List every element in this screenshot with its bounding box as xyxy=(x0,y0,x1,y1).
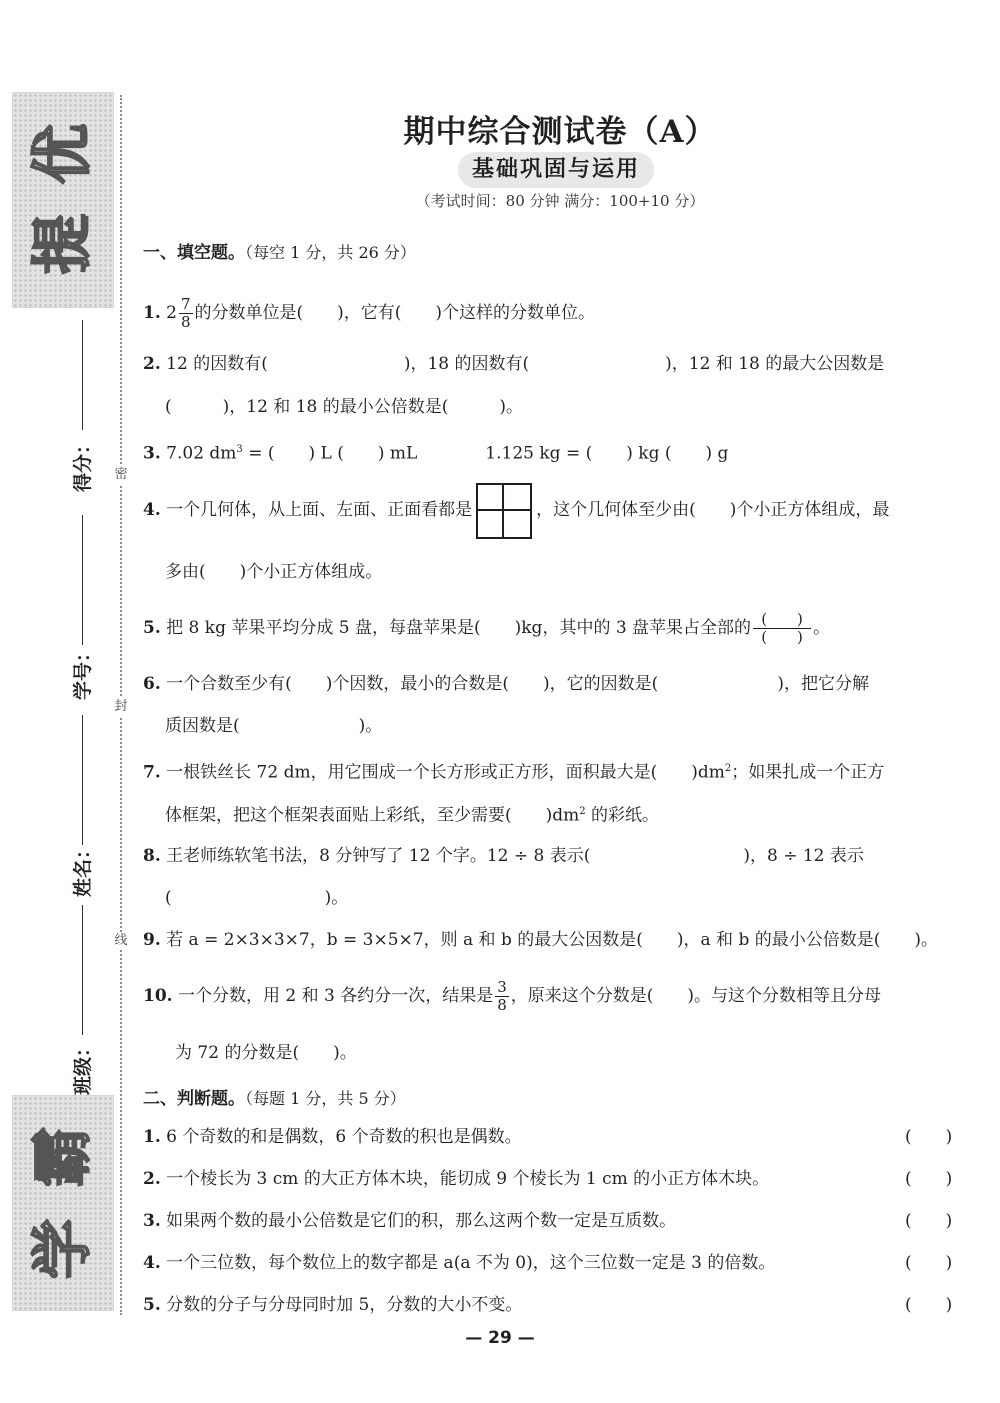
student-id-label: 学号： xyxy=(72,642,94,700)
section-note: （每题 1 分，共 5 分） xyxy=(245,1089,406,1108)
judge-item-3 xyxy=(143,1209,676,1233)
exam-meta: （考试时间：80 分钟 满分：100+10 分） xyxy=(415,192,705,210)
question-6 xyxy=(143,672,970,696)
badge-char: 学 xyxy=(28,1219,98,1279)
question-10 xyxy=(143,974,970,1018)
question-number: 6. xyxy=(143,674,161,694)
judge-text: 6 个奇数的和是偶数，6 个奇数的积也是偶数。 xyxy=(166,1127,522,1147)
badge-top xyxy=(12,92,114,308)
question-8 xyxy=(143,844,970,868)
question-text: 把 8 kg 苹果平均分成 5 盘，每盘苹果是( )kg，其中的 3 盘苹果占全部的 xyxy=(166,618,752,638)
student-id-line xyxy=(82,515,83,645)
badge-bottom xyxy=(12,1095,114,1311)
answer-blank[interactable]: ( ) xyxy=(905,1211,953,1231)
judge-text: 分数的分子与分母同时加 5，分数的大小不变。 xyxy=(166,1295,523,1315)
name-label: 姓名： xyxy=(72,839,94,897)
question-text: 一个合数至少有( )个因数，最小的合数是( )，它的因数是( )，把它分解 xyxy=(166,674,869,694)
class-label: 班级： xyxy=(72,1037,94,1095)
denominator: 8 xyxy=(497,996,507,1014)
class-line xyxy=(82,905,83,1035)
question-number: 9. xyxy=(143,930,161,950)
denominator: ( ) xyxy=(761,628,803,646)
question-2-cont: ( )，12 和 18 的最小公倍数是( )。 xyxy=(165,397,524,417)
question-text: 的分数单位是( )，它有( )个这样的分数单位。 xyxy=(194,303,596,323)
question-10-cont: 为 72 的分数是( )。 xyxy=(175,1043,357,1063)
question-8-cont: ( )。 xyxy=(165,888,349,908)
score-line xyxy=(82,320,83,430)
exponent: 2 xyxy=(579,806,586,817)
question-number: 2. xyxy=(143,354,161,374)
seal-word-mi: 密 xyxy=(112,466,130,484)
square-grid-icon xyxy=(476,483,532,539)
question-1 xyxy=(143,296,970,331)
seal-word-feng: 封 xyxy=(112,698,130,716)
question-2 xyxy=(143,352,970,376)
question-number: 1. xyxy=(143,1127,161,1147)
judge-item-2 xyxy=(143,1167,769,1191)
question-number: 7. xyxy=(143,762,161,783)
question-text: 一个几何体，从上面、左面、正面看都是 xyxy=(166,500,473,520)
question-text: ，这个几何体至少由( )个小正方体组成，最 xyxy=(536,500,890,520)
question-number: 5. xyxy=(143,1295,161,1315)
question-text: 的彩纸。 xyxy=(585,805,660,826)
question-5 xyxy=(143,608,970,648)
section-title: 二、判断题。 xyxy=(143,1089,245,1109)
badge-char: 霸 xyxy=(28,1127,98,1187)
name-line xyxy=(82,715,83,845)
question-text: 7.02 dm xyxy=(166,443,237,464)
section-heading-judge xyxy=(143,1084,406,1109)
answer-blank[interactable]: ( ) xyxy=(905,1127,953,1147)
numerator: 3 xyxy=(497,978,507,996)
denominator: 8 xyxy=(180,313,191,331)
question-9 xyxy=(143,928,970,952)
exponent: 3 xyxy=(236,444,243,455)
fraction xyxy=(179,296,193,331)
numerator: ( ) xyxy=(753,611,811,629)
question-text: 一根铁丝长 72 dm，用它围成一个长方形或正方形，面积最大是( )dm xyxy=(166,762,725,783)
answer-blank[interactable]: ( ) xyxy=(905,1295,953,1315)
judge-item-4 xyxy=(143,1251,775,1275)
page-number: — 29 — xyxy=(465,1328,535,1348)
question-text: 12 的因数有( )，18 的因数有( )，12 和 18 的最大公因数是 xyxy=(166,354,885,374)
question-number: 4. xyxy=(143,500,161,520)
badge-char: 提 xyxy=(28,214,98,274)
numerator: 7 xyxy=(180,295,191,313)
section-title: 一、填空题。 xyxy=(143,243,245,263)
judge-text: 如果两个数的最小公倍数是它们的积，那么这两个数一定是互质数。 xyxy=(166,1211,677,1231)
subtitle-badge: 基础巩固与运用 xyxy=(458,152,654,188)
question-text: = ( ) L ( ) mL 1.125 kg = ( ) kg ( ) g xyxy=(242,443,729,464)
question-text: 。 xyxy=(813,618,831,638)
mixed-whole: 2 xyxy=(166,303,177,323)
judge-item-5 xyxy=(143,1293,522,1317)
seal-word-xian: 线 xyxy=(112,932,130,950)
question-6-cont: 质因数是( )。 xyxy=(165,716,383,736)
question-7 xyxy=(143,757,970,785)
exponent: 2 xyxy=(724,763,732,774)
question-4-cont: 多由( )个小正方体组成。 xyxy=(165,562,383,582)
question-number: 8. xyxy=(143,846,161,866)
question-number: 10. xyxy=(143,986,173,1006)
question-text: 一个分数，用 2 和 3 各约分一次，结果是 xyxy=(177,986,494,1006)
question-number: 3. xyxy=(143,1211,161,1231)
answer-fraction xyxy=(753,611,811,646)
question-number: 1. xyxy=(143,303,161,323)
section-heading-fill xyxy=(143,238,416,263)
judge-text: 一个三位数，每个数位上的数字都是 a(a 不为 0)，这个三位数一定是 3 的倍数。 xyxy=(166,1253,776,1273)
question-7-cont xyxy=(165,800,659,828)
judge-item-1 xyxy=(143,1125,522,1149)
question-number: 4. xyxy=(143,1253,161,1273)
answer-blank[interactable]: ( ) xyxy=(905,1169,953,1189)
question-number: 2. xyxy=(143,1169,161,1189)
page-title: 期中综合测试卷（A） xyxy=(403,114,717,150)
judge-text: 一个棱长为 3 cm 的大正方体木块，能切成 9 个棱长为 1 cm 的小正方体木块。 xyxy=(166,1169,770,1189)
fraction xyxy=(495,979,509,1014)
question-text: 王老师练软笔书法，8 分钟写了 12 个字。12 ÷ 8 表示( )，8 ÷ 12 表示 xyxy=(166,846,864,866)
badge-char: 优 xyxy=(28,124,98,184)
question-text: ，原来这个分数是( )。与这个分数相等且分母 xyxy=(510,986,882,1006)
score-label: 得分： xyxy=(72,434,94,492)
section-note: （每空 1 分，共 26 分） xyxy=(245,243,416,262)
question-text: ；如果扎成一个正方 xyxy=(731,762,885,783)
question-text: 若 a = 2×3×3×7，b = 3×5×7，则 a 和 b 的最大公因数是( )，a 和 b 的最小公倍数是( )。 xyxy=(166,930,939,950)
question-text: 体框架，把这个框架表面贴上彩纸，至少需要( )dm xyxy=(165,805,580,826)
question-3 xyxy=(143,438,970,466)
question-4 xyxy=(143,482,970,539)
question-number: 3. xyxy=(143,443,161,464)
answer-blank[interactable]: ( ) xyxy=(905,1253,953,1273)
question-number: 5. xyxy=(143,618,161,638)
binding-strip xyxy=(0,0,135,1403)
